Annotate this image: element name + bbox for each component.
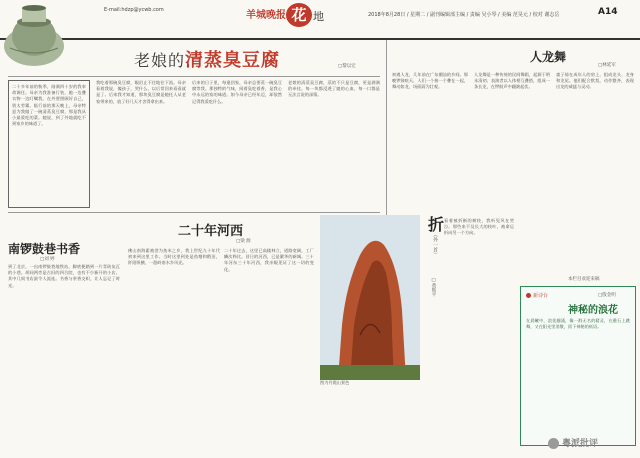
section-badge: 花 xyxy=(286,3,312,27)
poetry-tag xyxy=(526,292,548,299)
header-email: E-mail:hdzp@ycwb.com xyxy=(104,7,164,13)
nanluo-author: □刘 婷 xyxy=(40,257,55,262)
photo-caption: 图为丹霞山景色 xyxy=(320,380,350,385)
ershi-col-1: 佛山南海素被誉为鱼米之乡，我上世纪九十年代初来到这里工作。当时这里到处是鱼塘和稻田，阡陌纵横，一派岭南水乡风光。 xyxy=(128,248,220,266)
zhe-subtitle: （外一首） xyxy=(432,232,438,257)
main-article-col-1: 二十多年前的秋季，刚满四十岁的我奉命调任。母亲为我准备行装，她一边叠衣物一边叮嘱我。在外要照顾好自己，别太劳累。临行前的那天晚上，母亲特意为我做了一碗清蒸臭豆腐，那是我从小最爱吃的菜。她说，到了外地就吃不到家乡的味道了。 xyxy=(8,80,90,208)
ren-long-wu-note: 本栏目欢迎来稿 xyxy=(568,277,600,282)
ershi-author: □梁 源 xyxy=(236,239,251,244)
poetry-body: 在晨曦中，浪花翻涌，像一群无名的精灵，在礁石上跳舞，又在阳光里消散，留下神秘的低语。 xyxy=(526,318,630,330)
page-number: A14 xyxy=(598,7,618,17)
page-header xyxy=(0,0,640,40)
watermark xyxy=(548,436,598,449)
vase-illustration xyxy=(0,0,98,70)
poetry-title: 神秘的浪花 xyxy=(568,305,618,316)
zhe-author: □黄熙平 xyxy=(431,278,436,297)
zhe-body: 看着被折断的树枝，我听见风在哭泣。那些来不及长大的枝叶，被命运折向另一个方向。 xyxy=(444,218,514,236)
main-title-plain: 老娘的 xyxy=(134,51,186,70)
header-dateline: 2018年8月28日 / 星期二 / 副刊编辑部主编 / 责编 吴小琴 / 美编 范昊元 / 校对 谢志岳 xyxy=(368,12,560,18)
poetry-tag-icon xyxy=(526,293,531,298)
wechat-icon xyxy=(548,438,559,449)
main-title-red: 清蒸臭豆腐 xyxy=(185,50,281,71)
main-article-col-4: 老娘的清蒸臭豆腐，蒸的不只是豆腐，更是满满的牵挂。每一块都浸透了她的心血，每一口都是无法言说的深情。 xyxy=(288,80,380,98)
ershi-col-2: 二十年过去，这里已高楼林立，道路宽阔，工厂鳞次栉比。昔日的河西，已是繁华的新城。三十年河东三十年河西，我亲眼见证了这一切的变化。 xyxy=(224,248,314,272)
main-article-col-2: 我吃着那碗臭豆腐，眼泪止不住地往下流。母亲看着我说，傻孩子，哭什么，以后常回来看看就是了。后来我才知道，那块臭豆腐是她托人从老家带来的，放了好几天才舍得拿出来。 xyxy=(96,80,186,104)
poetry-author: □殷金明 xyxy=(598,293,616,298)
ren-long-wu-title: 人龙舞 xyxy=(530,50,567,64)
main-article-author: □黎以宏 xyxy=(338,64,356,69)
main-article-rule xyxy=(8,76,380,77)
poetry-tag-label: 新诗台 xyxy=(533,293,549,299)
newspaper-logo: 羊城晚报 xyxy=(246,10,286,21)
section-name-suffix: 地 xyxy=(313,10,324,23)
ren-long-wu-col-3: 童子骑在成年人的肩上，组成龙头、龙身和龙尾。他们配合默契，动作整齐，表现出龙的威猛与灵动。 xyxy=(556,72,634,90)
danxia-rock-photo xyxy=(320,215,420,380)
main-article-col-3: 后来的日子里，每逢回家，母亲总要蒸一碗臭豆腐等我。那独特的气味，闻着臭吃着香，是我心中永远的家的味道。如今母亲已经年迈，却依然记得我爱吃什么。 xyxy=(192,80,282,104)
main-article-title xyxy=(134,46,280,72)
ershi-title: 二十年河西 xyxy=(178,224,244,239)
ren-long-wu-author: □林延军 xyxy=(598,63,616,68)
ren-long-wu-col-2: 人龙舞是一种传统的民间舞蹈，起源于明末清初。表演者以人体相互叠搭，组成一条长龙，在锣鼓声中翻滚起伏。 xyxy=(474,72,550,90)
watermark-text: 粤派批评 xyxy=(562,439,599,449)
zhe-title: 折 xyxy=(428,215,445,234)
section-rule xyxy=(8,212,380,213)
nanluo-body: 到了北京，一出南锣鼓巷地铁站，脚底便踏到一片青砖灰瓦的小巷。胡同两旁是古旧的四合院，也有不少新开的小店，其中几间书店最令人流连。书香与茶香交织，让人忘记了时光。 xyxy=(8,264,120,288)
nanluo-title: 南锣鼓巷书香 xyxy=(8,242,81,256)
ren-long-wu-col-1: 初遇人龙，几年前在广东潮汕的乡间。那晚锣鼓喧天，人们一个接一个叠在一起，舞动如龙，场面蔚为壮观。 xyxy=(392,72,468,90)
